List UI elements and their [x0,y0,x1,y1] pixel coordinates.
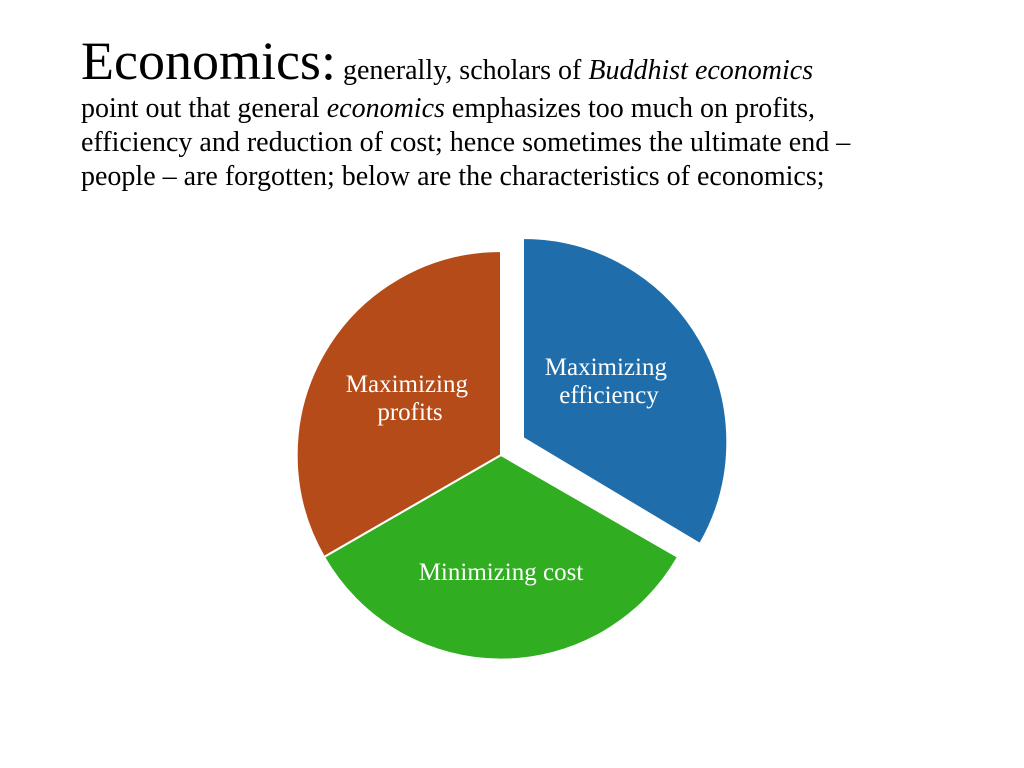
label-profits-line1: Maximizing [345,371,468,398]
intro-text: generally, scholars of [342,55,582,86]
label-cost-line1: Minimizing cost [418,559,584,586]
body-line-4: people – are forgotten; below are the characteristics of economics; [81,161,825,192]
body-line-3: efficiency and reduction of cost; hence sometimes the ultimate end – [81,127,851,158]
label-profits-line2: profits [377,399,443,426]
slide-title: Economics: [81,31,336,91]
label-maximizing-efficiency [545,354,673,409]
label-efficiency-line2: efficiency [559,382,659,409]
emphasis-economics: economics [326,93,445,124]
body-text-2a: point out that general [81,93,320,124]
body-text-2b: emphasizes too much on profits, [451,93,816,124]
label-efficiency-line1: Maximizing [544,354,667,381]
emphasis-buddhist-economics: Buddhist economics [588,55,814,86]
label-minimizing-cost [419,559,584,586]
